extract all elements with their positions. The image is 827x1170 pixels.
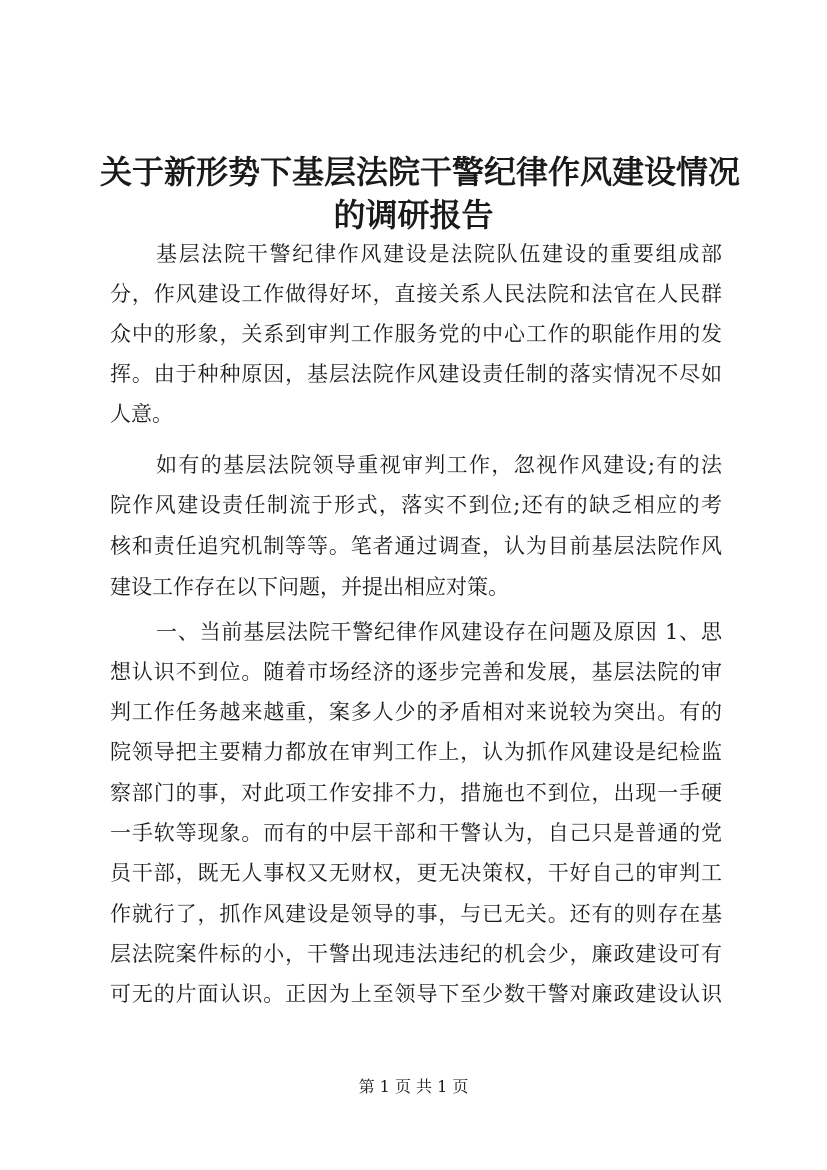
document-title-line-2: 的调研报告 <box>333 196 494 234</box>
paragraph-line: 院作风建设责任制流于形式，落实不到位;还有的缺乏相应的考 <box>110 493 722 517</box>
paragraph-line: 一手软等现象。而有的中层干部和干警认为，自己只是普通的党 <box>110 821 722 845</box>
paragraph-line: 建设工作存在以下问题，并提出相应对策。 <box>110 575 509 599</box>
paragraph-line: 基层法院干警纪律作风建设是法院队伍建设的重要组成部 <box>156 242 722 266</box>
paragraph-line: 人意。 <box>110 402 173 426</box>
paragraph-line: 分，作风建设工作做得好坏，直接关系人民法院和法官在人民群 <box>110 282 722 306</box>
paragraph-line: 可无的片面认识。正因为上至领导下至少数干警对廉政建设认识 <box>110 982 722 1006</box>
paragraph-line: 判工作任务越来越重，案多人少的矛盾相对来说较为突出。有的 <box>110 700 722 724</box>
paragraph-line: 察部门的事，对此项工作安排不力，措施也不到位，出现一手硬 <box>110 781 722 805</box>
paragraph-line: 挥。由于种种原因，基层法院作风建设责任制的落实情况不尽如 <box>110 362 722 386</box>
paragraph-line: 作就行了，抓作风建设是领导的事，与已无关。还有的则存在基 <box>110 902 722 926</box>
page-number-footer: 第 1 页 共 1 页 <box>358 1077 469 1096</box>
paragraph-line: 一、当前基层法院干警纪律作风建设存在问题及原因 1、思 <box>156 620 722 644</box>
paragraph-line: 如有的基层法院领导重视审判工作，忽视作风建设;有的法 <box>156 453 722 477</box>
document-title-line-1: 关于新形势下基层法院干警纪律作风建设情况 <box>100 153 741 191</box>
paragraph-line: 核和责任追究机制等等。笔者通过调查，认为目前基层法院作风 <box>110 534 722 558</box>
paragraph-line: 层法院案件标的小，干警出现违法违纪的机会少，廉政建设可有 <box>110 942 722 966</box>
paragraph-line: 众中的形象，关系到审判工作服务党的中心工作的职能作用的发 <box>110 322 722 346</box>
paragraph-line: 想认识不到位。随着市场经济的逐步完善和发展，基层法院的审 <box>110 660 722 684</box>
paragraph-line: 院领导把主要精力都放在审判工作上，认为抓作风建设是纪检监 <box>110 740 722 764</box>
paragraph-line: 员干部，既无人事权又无财权，更无决策权，干好自己的审判工 <box>110 861 722 885</box>
